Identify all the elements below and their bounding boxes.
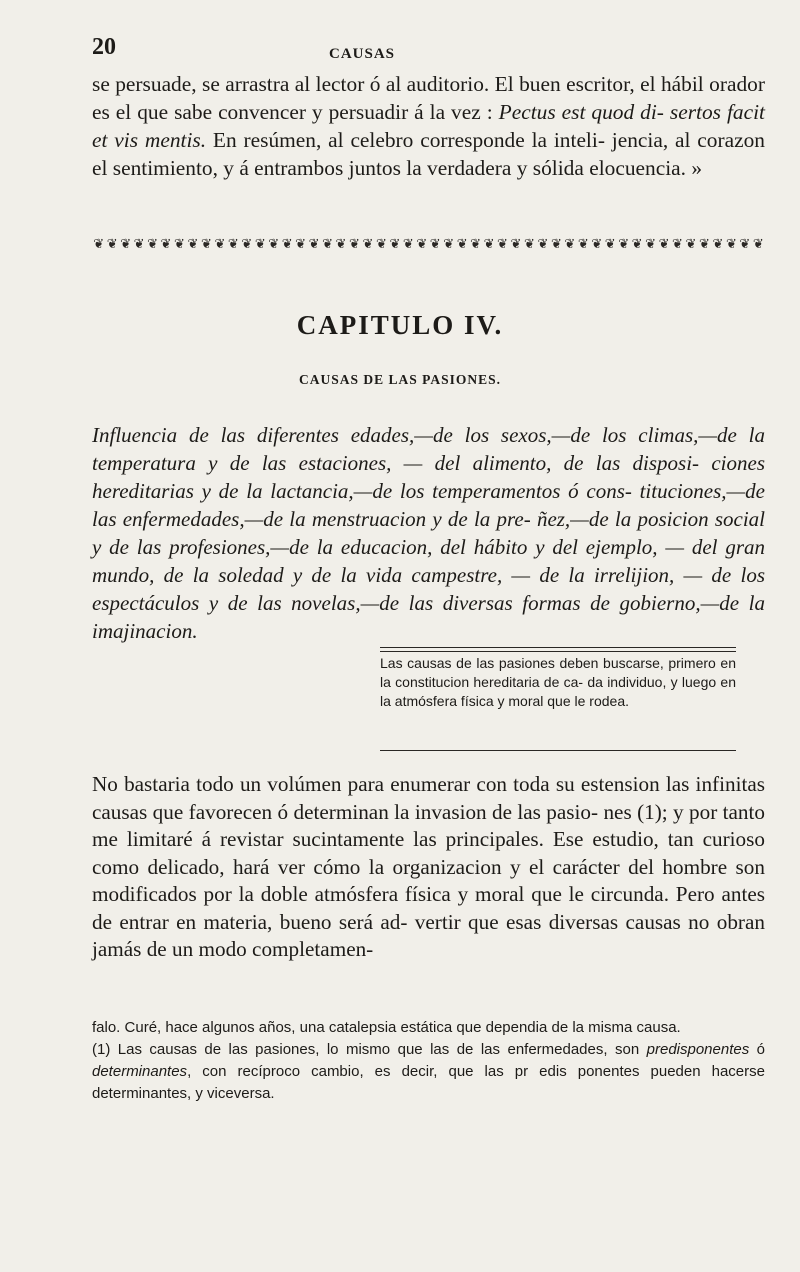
epigraph-rule-top-inner — [380, 651, 736, 652]
ornament-border — [92, 233, 765, 253]
ornament-glyph: ❦ — [335, 237, 347, 252]
footnote-1-text-b: ó — [749, 1041, 766, 1058]
ornament-glyph: ❦ — [752, 237, 764, 252]
running-head: CAUSAS — [329, 46, 396, 62]
footnote-1-term-determinantes: determinantes — [92, 1063, 188, 1080]
ornament-glyph: ❦ — [281, 237, 293, 252]
footnotes — [92, 1017, 765, 1105]
ornament-glyph: ❦ — [214, 237, 226, 252]
chapter-subtitle: CAUSAS DE LAS PASIONES. — [298, 372, 502, 387]
ornament-glyph: ❦ — [591, 237, 603, 252]
ornament-glyph: ❦ — [510, 237, 522, 252]
ornament-glyph: ❦ — [631, 237, 643, 252]
ornament-glyph: ❦ — [645, 237, 657, 252]
intro-text-end: En resúmen, al celebro corresponde la inteli- jencia, al corazon el sentimiento, y á entrambos juntos la verdadera y sólida elocuencia. » — [92, 128, 765, 180]
ornament-glyph: ❦ — [93, 237, 105, 252]
intro-text-start: se persuade, se arrastra al lector ó al auditorio. El buen escritor, el hábil orador es el que sabe convencer y persuadir á la vez : — [92, 72, 765, 124]
main-paragraph: No bastaria todo un volúmen para enumerar con toda su estension las infinitas causas que favorecen ó determinan la invasion de las pasio- nes (1); y por tanto me limitaré á revistar sucintamente las principales. Ese estudio, tan curioso como delicado, hará ver cómo la organizacion y el carácter del hombre son modificados por la doble atmósfera física y moral que le circunda. Pero antes de entrar en materia, bueno será ad- vertir que esas diversas causas no obran jamás de un modo completamen- — [92, 772, 765, 961]
ornament-glyph: ❦ — [160, 237, 172, 252]
ornament-glyph: ❦ — [456, 237, 468, 252]
footnote-continuation: falo. Curé, hace algunos años, una catalepsia estática que dependia de la misma causa. — [92, 1019, 681, 1036]
footnote-1-marker: (1) — [92, 1041, 118, 1058]
ornament-glyph: ❦ — [389, 237, 401, 252]
ornament-glyph: ❦ — [402, 237, 414, 252]
footnote-1-text-c: , con recíproco cambio, es decir, que las pr edis ponentes pueden hacerse determinantes, y viceversa. — [92, 1063, 765, 1102]
ornament-glyph: ❦ — [200, 237, 212, 252]
ornament-glyph: ❦ — [564, 237, 576, 252]
ornament-glyph: ❦ — [658, 237, 670, 252]
ornament-glyph: ❦ — [133, 237, 145, 252]
ornament-glyph: ❦ — [362, 237, 374, 252]
ornament-glyph: ❦ — [322, 237, 334, 252]
ornament-glyph: ❦ — [227, 237, 239, 252]
ornament-glyph: ❦ — [672, 237, 683, 252]
ornament-glyph: ❦ — [254, 237, 266, 252]
ornament-glyph: ❦ — [349, 237, 360, 252]
footnote-1-text-a: Las causas de las pasiones, lo mismo que las de las enfermedades, son — [117, 1041, 647, 1058]
ornament-glyph: ❦ — [429, 237, 441, 252]
ornament-glyph: ❦ — [470, 237, 482, 252]
ornament-glyph: ❦ — [295, 237, 307, 252]
ornament-glyph: ❦ — [550, 237, 562, 252]
epigraph-rule-bottom — [380, 750, 736, 751]
epigraph: Las causas de las pasiones deben buscarse, primero en la constitucion hereditaria de ca- da individuo, y luego en la atmósfera física y moral que le rodea. — [380, 655, 736, 709]
chapter-summary: Influencia de las diferentes edades,—de los sexos,—de los climas,—de la temperatura y de las estaciones, — del alimento, de las disposi- ciones hereditarias y de la lactancia,—de los temperamentos ó cons- tituciones,—de las enfermedades,—de la menstruacion y de la pre- ñez,—de la posicion social y de las profesiones,—de la educacion, del hábito y del ejemplo, — del gran mundo, de la soledad y de la vida campestre, — de la irrelijion, — de los espectáculos y de las novelas,—de las diversas formas de gobierno,—de la imajinacion. — [92, 423, 765, 643]
intro-paragraph — [92, 70, 765, 182]
ornament-glyph: ❦ — [685, 237, 697, 252]
ornament-glyph: ❦ — [524, 237, 535, 252]
ornament-glyph: ❦ — [147, 237, 159, 252]
ornament-glyph: ❦ — [739, 237, 751, 252]
ornament-glyph: ❦ — [712, 237, 724, 252]
ornament-glyph: ❦ — [106, 237, 118, 252]
latin-quote: Pectus est quod di- sertos facit et vis mentis. — [92, 100, 765, 152]
ornament-glyph: ❦ — [497, 237, 508, 252]
ornament-glyph: ❦ — [537, 237, 549, 252]
page-number: 20 — [92, 34, 116, 60]
ornament-glyph: ❦ — [604, 237, 616, 252]
ornament-glyph: ❦ — [174, 237, 185, 252]
ornament-glyph: ❦ — [241, 237, 253, 252]
ornament-glyph: ❦ — [120, 237, 132, 252]
footnote-1-term-predisponentes: predisponentes — [646, 1041, 750, 1058]
ornament-glyph: ❦ — [187, 237, 199, 252]
ornament-glyph: ❦ — [618, 237, 630, 252]
ornament-glyph: ❦ — [375, 237, 387, 252]
ornament-glyph: ❦ — [308, 237, 320, 252]
ornament-glyph: ❦ — [698, 237, 710, 252]
epigraph-rule-top — [380, 647, 736, 648]
ornament-glyph: ❦ — [725, 237, 737, 252]
ornament-glyph: ❦ — [443, 237, 455, 252]
footnote-1 — [92, 1039, 765, 1105]
ornament-glyph: ❦ — [483, 237, 495, 252]
ornament-glyph: ❦ — [268, 237, 280, 252]
ornament-glyph: ❦ — [577, 237, 589, 252]
ornament-glyph: ❦ — [416, 237, 428, 252]
chapter-title: CAPITULO IV. — [296, 310, 504, 340]
